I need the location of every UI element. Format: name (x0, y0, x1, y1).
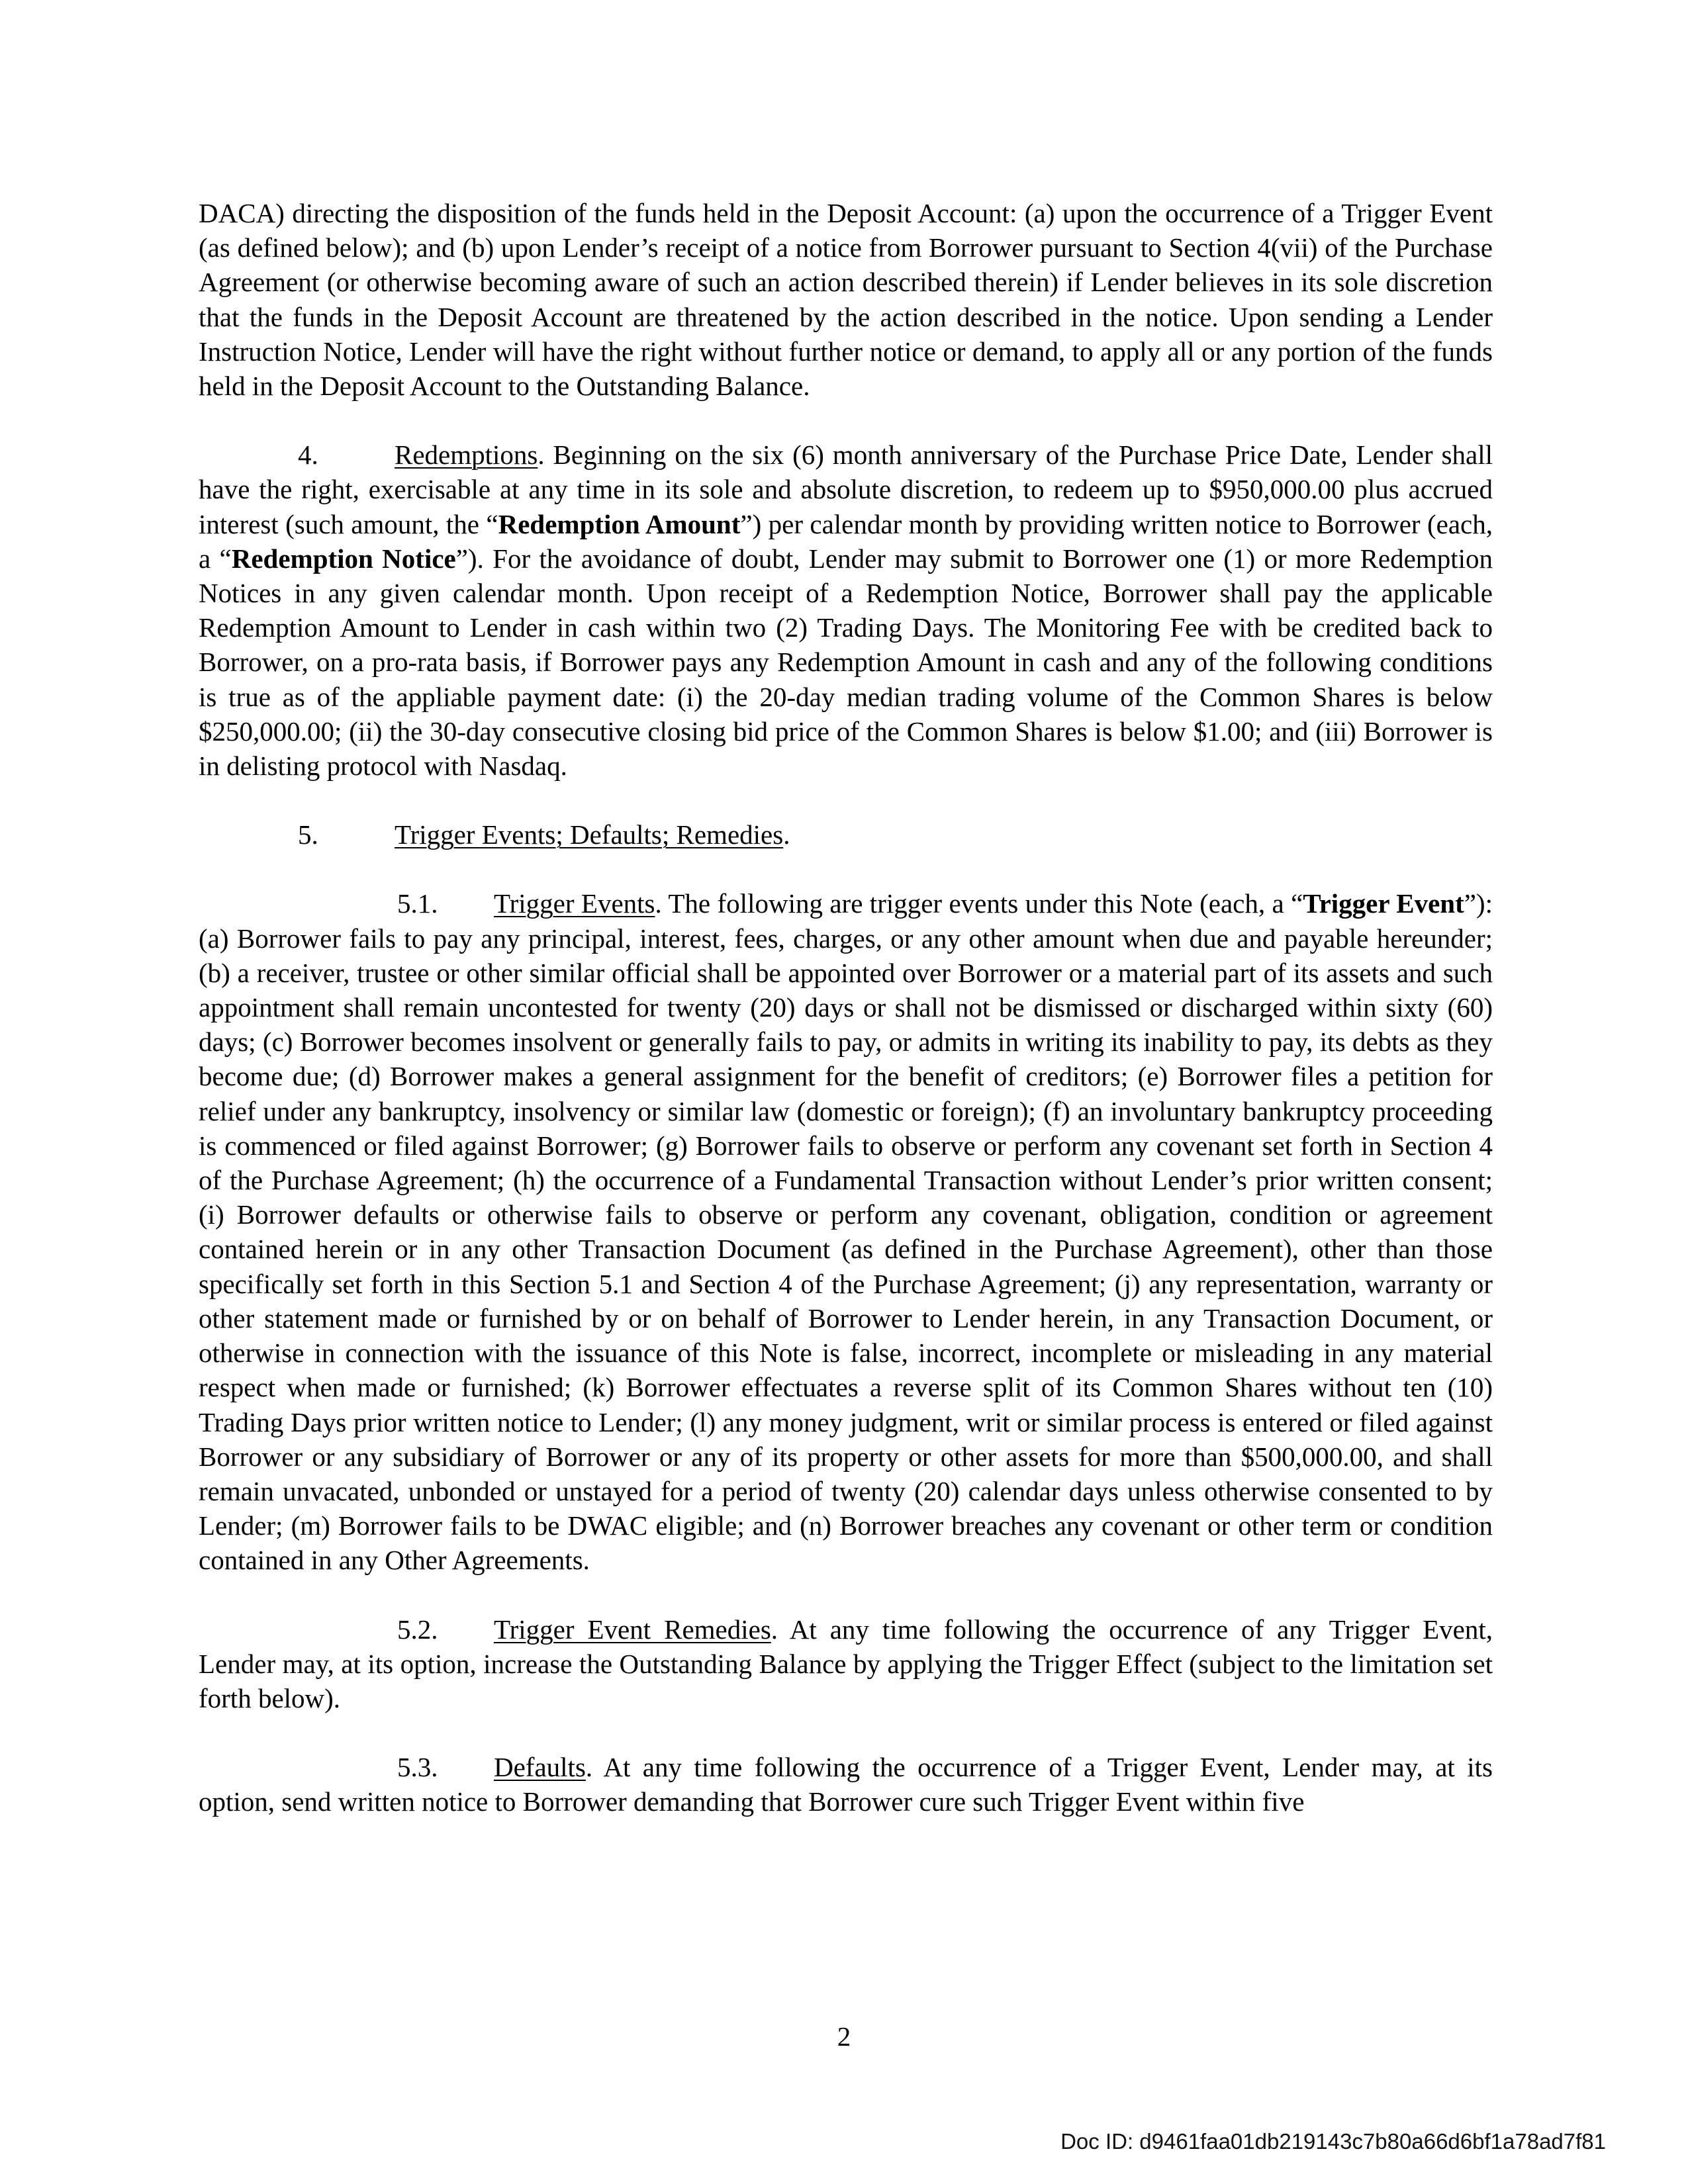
section-heading: Redemptions (395, 439, 538, 471)
section-number: 5.1. (397, 888, 438, 919)
section-4-redemptions (199, 437, 1493, 783)
defined-term: Trigger Event (1303, 888, 1464, 919)
section-text: . At any time following the occurrence of a Trigger Event, Lender may, at its option, send written notice to Borrower demanding that Borrower cure such Trigger Event within five (199, 1752, 1493, 1817)
section-5-2-remedies (199, 1612, 1493, 1716)
defined-term: Redemption Amount (498, 508, 741, 539)
section-number: 4. (298, 439, 318, 471)
section-text: . At any time following the occurrence of any Trigger Event, Lender may, at its option, increase the Outstanding Balance by applying the Trigger Effect (subject to the limitation set forth below). (199, 1614, 1493, 1713)
section-text: . Beginning on the six (6) month anniversary of the Purchase Price Date, Lender shall have the right, exercisable at any time in its sole and absolute discretion, to redeem up to $950,000.00 plus accrued interest (such amount, the “ (199, 439, 1493, 539)
section-5-3-defaults (199, 1750, 1493, 1819)
intro-paragraph: DACA) directing the disposition of the funds held in the Deposit Account: (a) upon the occurrence of a Trigger Event (as defined below); and (b) upon Lender’s receipt of a notice from Borrower pursuant to Section 4(vii) of the Purchase Agreement (or otherwise becoming aware of such an action described therein) if Lender believes in its sole discretion that the funds in the Deposit Account are threatened by the action described in the notice. Upon sending a Lender Instruction Notice, Lender will have the right without further notice or demand, to apply all or any portion of the funds held in the Deposit Account to the Outstanding Balance. (199, 198, 1493, 402)
doc-id: Doc ID: d9461faa01db219143c7b80a66d6bf1a78ad7f81 (1060, 2129, 1606, 2154)
document-page (199, 196, 1493, 1819)
section-text: ”) per calendar month by providing written notice to Borrower (each, a “ (199, 508, 1493, 574)
section-text: . (783, 819, 790, 850)
section-5-1-trigger-events (199, 886, 1493, 1577)
section-heading: Trigger Event Remedies (494, 1614, 771, 1645)
section-number: 5.2. (397, 1614, 438, 1645)
section-5-heading (199, 817, 1493, 852)
section-text: ”). For the avoidance of doubt, Lender may submit to Borrower one (1) or more Redemption Notices in any given calendar month. Upon receipt of a Redemption Notice, Borrower shall pay the applicable Redemption Amount to Lender in cash within two (2) Trading Days. The Monitoring Fee with be credited back to Borrower, on a pro-rata basis, if Borrower pays any Redemption Amount in cash and any of the following conditions is true as of the appliable payment date: (i) the 20-day median trading volume of the Common Shares is below $250,000.00; (ii) the 30-day consecutive closing bid price of the Common Shares is below $1.00; and (iii) Borrower is in delisting protocol with Nasdaq. (199, 543, 1493, 782)
section-number: 5. (298, 819, 318, 850)
section-heading: Trigger Events (494, 888, 655, 919)
defined-term: Redemption Notice (231, 543, 456, 574)
section-number: 5.3. (397, 1752, 438, 1783)
section-heading: Defaults (494, 1752, 586, 1783)
page-number: 2 (837, 2021, 851, 2052)
section-text: ”): (a) Borrower fails to pay any principal, interest, fees, charges, or any other amount when due and payable hereunder; (b) a receiver, trustee or other similar official shall be appointed over Borrower or a material part of its assets and such appointment shall remain uncontested for twenty (20) days or shall not be dismissed or discharged within sixty (60) days; (c) Borrower becomes insolvent or generally fails to pay, or admits in writing its inability to pay, its debts as they become due; (d) Borrower makes a general assignment for the benefit of creditors; (e) Borrower files a petition for relief under any bankruptcy, insolvency or similar law (domestic or foreign); (f) an involuntary bankruptcy proceeding is commenced or filed against Borrower; (g) Borrower fails to observe or perform any covenant set forth in Section 4 of the Purchase Agreement; (h) the occurrence of a Fundamental Transaction without Lender’s prior written consent; (i) Borrower defaults or otherwise fails to observe or perform any covenant, obligation, condition or agreement contained herein or in any other Transaction Document (as defined in the Purchase Agreement), other than those specifically set forth in this Section 5.1 and Section 4 of the Purchase Agreement; (j) any representation, warranty or other statement made or furnished by or on behalf of Borrower to Lender herein, in any Transaction Document, or otherwise in connection with the issuance of this Note is false, incorrect, incomplete or misleading in any material respect when made or furnished; (k) Borrower effectuates a reverse split of its Common Shares without ten (10) Trading Days prior written notice to Lender; (l) any money judgment, writ or similar process is entered or filed against Borrower or any subsidiary of Borrower or any of its property or other assets for more than $500,000.00, and shall remain unvacated, unbonded or unstayed for a period of twenty (20) calendar days unless otherwise consented to by Lender; (m) Borrower fails to be DWAC eligible; and (n) Borrower breaches any covenant or other term or condition contained in any Other Agreements. (199, 888, 1493, 1576)
section-heading: Trigger Events; Defaults; Remedies (395, 819, 784, 850)
section-text: . The following are trigger events under this Note (each, a “ (655, 888, 1303, 919)
